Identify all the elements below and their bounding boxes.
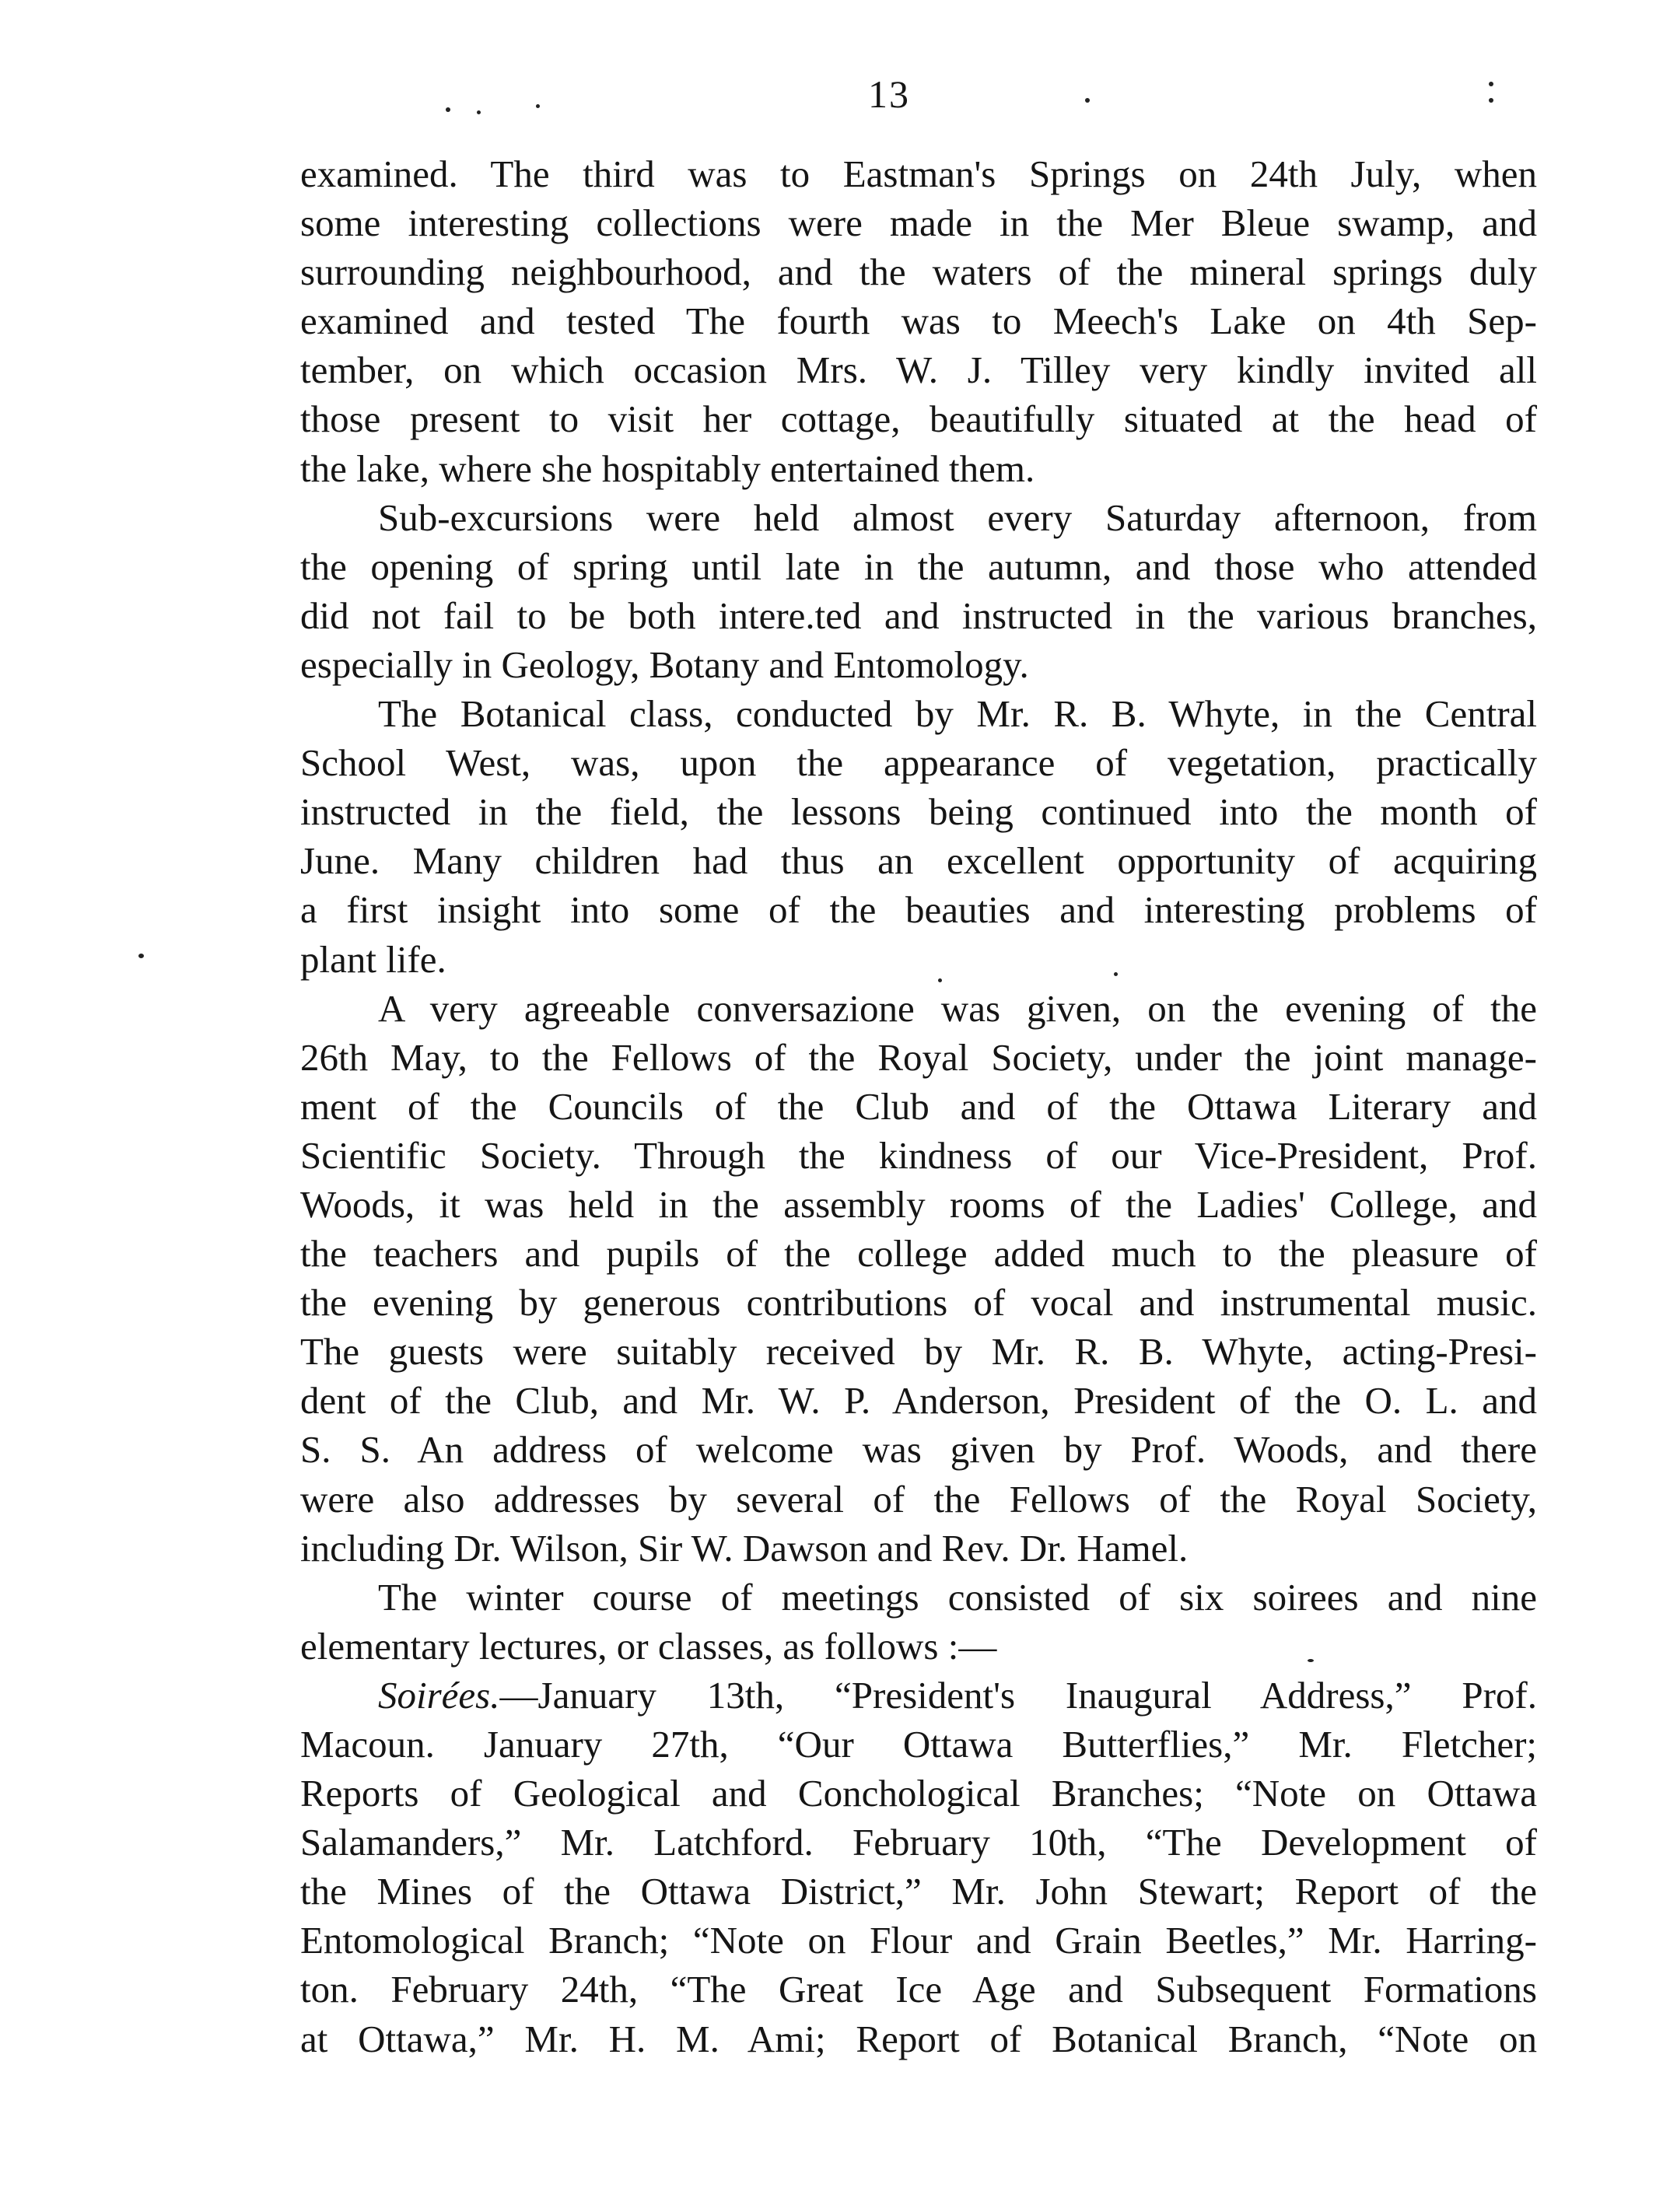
- text-line: [300, 1867, 1537, 1916]
- text-line: [300, 1278, 1537, 1327]
- text-line: [300, 885, 1537, 934]
- text-line-content: Entomological Branch; “Note on Flour and Grain Beetles,” Mr. Harring-: [300, 1919, 1537, 1962]
- text-line: [300, 2014, 1537, 2063]
- text-line-content: including Dr. Wilson, Sir W. Dawson and Rev. Dr. Hamel.: [300, 1526, 1189, 1570]
- print-speck: [446, 107, 450, 112]
- text-line: [300, 493, 1537, 542]
- text-line-content: The winter course of meetings consisted of six soirees and nine: [378, 1575, 1537, 1619]
- text-line: [300, 1916, 1537, 1965]
- text-line-content: surrounding neighbourhood, and the waters of the mineral springs duly: [300, 250, 1537, 294]
- text-line-content: tember, on which occasion Mrs. W. J. Tilley very kindly invited all: [300, 348, 1537, 392]
- text-line: [300, 1229, 1537, 1278]
- text-line-content: Soirées.—January 13th, “President's Inaugural Address,” Prof.: [378, 1673, 1537, 1717]
- text-line-content: the evening by generous contributions of vocal and instrumental music.: [300, 1281, 1537, 1325]
- text-line-content: the opening of spring until late in the autumn, and those who attended: [300, 544, 1537, 588]
- text-line: [300, 1131, 1537, 1180]
- text-line-content: A very agreeable conversazione was given, on the evening of the: [378, 986, 1537, 1030]
- text-line: [300, 640, 1537, 689]
- text-line-content: Sub-excursions were held almost every Saturday afternoon, from: [378, 495, 1537, 539]
- text-line-content: especially in Geology, Botany and Entomology.: [300, 642, 1029, 686]
- text-line: [300, 1475, 1537, 1524]
- text-line: [300, 149, 1537, 198]
- text-line-content: ment of the Councils of the Club and of the Ottawa Literary and: [300, 1084, 1537, 1128]
- text-line: [300, 1671, 1537, 1720]
- text-line-content: S. S. An address of welcome was given by Prof. Woods, and there: [300, 1428, 1537, 1472]
- text-line: [300, 1573, 1537, 1622]
- text-line: [300, 1033, 1537, 1082]
- text-line-content: The Botanical class, conducted by Mr. R. B. Whyte, in the Central: [378, 692, 1537, 736]
- text-line: [300, 1622, 1537, 1671]
- body-text: [300, 149, 1537, 2063]
- text-line-content: The guests were suitably received by Mr. R. B. Whyte, acting-Presi-: [300, 1330, 1537, 1374]
- text-line: [300, 198, 1537, 247]
- text-line-content: Reports of Geological and Conchological Branches; “Note on Ottawa: [300, 1772, 1537, 1815]
- text-line-content: Scientific Society. Through the kindness of our Vice-President, Prof.: [300, 1133, 1537, 1177]
- print-speck: [1085, 98, 1090, 103]
- text-line-content: at Ottawa,” Mr. H. M. Ami; Report of Botanical Branch, “Note on: [300, 2017, 1537, 2060]
- text-line-content: dent of the Club, and Mr. W. P. Anderson, President of the O. L. and: [300, 1379, 1537, 1423]
- text-line: [300, 1720, 1537, 1769]
- text-line-content: examined and tested The fourth was to Meech's Lake on 4th Sep-: [300, 299, 1537, 343]
- text-line-content: ton. February 24th, “The Great Ice Age and Subsequent Formations: [300, 1968, 1537, 2011]
- text-line-content: did not fail to be both intere.ted and instructed in the various branches,: [300, 593, 1537, 637]
- print-speck: [1489, 98, 1493, 103]
- text-line-content: the teachers and pupils of the college added much to the pleasure of: [300, 1232, 1537, 1276]
- text-line: [300, 1965, 1537, 2014]
- text-line-content: 26th May, to the Fellows of the Royal Society, under the joint manage-: [300, 1035, 1537, 1079]
- text-line: [300, 689, 1537, 738]
- text-line: [300, 296, 1537, 345]
- text-line: [300, 1376, 1537, 1425]
- text-line: [300, 247, 1537, 296]
- text-line: [300, 1327, 1537, 1376]
- text-line-content: School West, was, upon the appearance of vegetation, practically: [300, 741, 1537, 785]
- text-line: [300, 984, 1537, 1033]
- text-line-content: some interesting collections were made in the Mer Bleue swamp, and: [300, 201, 1537, 245]
- print-speck: [1489, 82, 1493, 86]
- text-line: [300, 787, 1537, 836]
- text-line-content: Macoun. January 27th, “Our Ottawa Butterflies,” Mr. Fletcher;: [300, 1723, 1537, 1766]
- text-line-content: June. Many children had thus an excellent opportunity of acquiring: [300, 839, 1537, 883]
- text-line: [300, 1769, 1537, 1818]
- text-line: [300, 444, 1537, 493]
- text-line: [300, 1082, 1537, 1131]
- text-line: [300, 738, 1537, 787]
- text-line-content: Woods, it was held in the assembly rooms of the Ladies' College, and: [300, 1182, 1537, 1226]
- text-line-content: plant life.: [300, 937, 446, 981]
- print-speck: [138, 954, 144, 958]
- text-line-content: Salamanders,” Mr. Latchford. February 10th, “The Development of: [300, 1821, 1537, 1864]
- text-line-content: those present to visit her cottage, beautifully situated at the head of: [300, 397, 1537, 441]
- print-speck: [536, 104, 540, 108]
- text-line-content: examined. The third was to Eastman's Springs on 24th July, when: [300, 152, 1537, 195]
- text-line-content: a first insight into some of the beauties and interesting problems of: [300, 888, 1537, 932]
- text-line: [300, 935, 1537, 984]
- italic-lead: Soirées.: [378, 1673, 500, 1717]
- text-line-content: the lake, where she hospitably entertained them.: [300, 446, 1035, 490]
- text-line: [300, 345, 1537, 394]
- text-line-content: the Mines of the Ottawa District,” Mr. John Stewart; Report of the: [300, 1870, 1537, 1913]
- text-line: [300, 1180, 1537, 1229]
- text-line: [300, 591, 1537, 640]
- text-line-content: were also addresses by several of the Fellows of the Royal Society,: [300, 1477, 1537, 1521]
- page-number: 13: [868, 72, 910, 116]
- print-speck: [477, 110, 481, 114]
- text-line-content: elementary lectures, or classes, as follows :—: [300, 1624, 997, 1668]
- text-line: [300, 1818, 1537, 1867]
- text-line-content: instructed in the field, the lessons being continued into the month of: [300, 790, 1537, 834]
- text-line: [300, 394, 1537, 443]
- text-line: [300, 542, 1537, 591]
- text-line: [300, 1524, 1537, 1573]
- text-line: [300, 836, 1537, 885]
- text-line: [300, 1425, 1537, 1474]
